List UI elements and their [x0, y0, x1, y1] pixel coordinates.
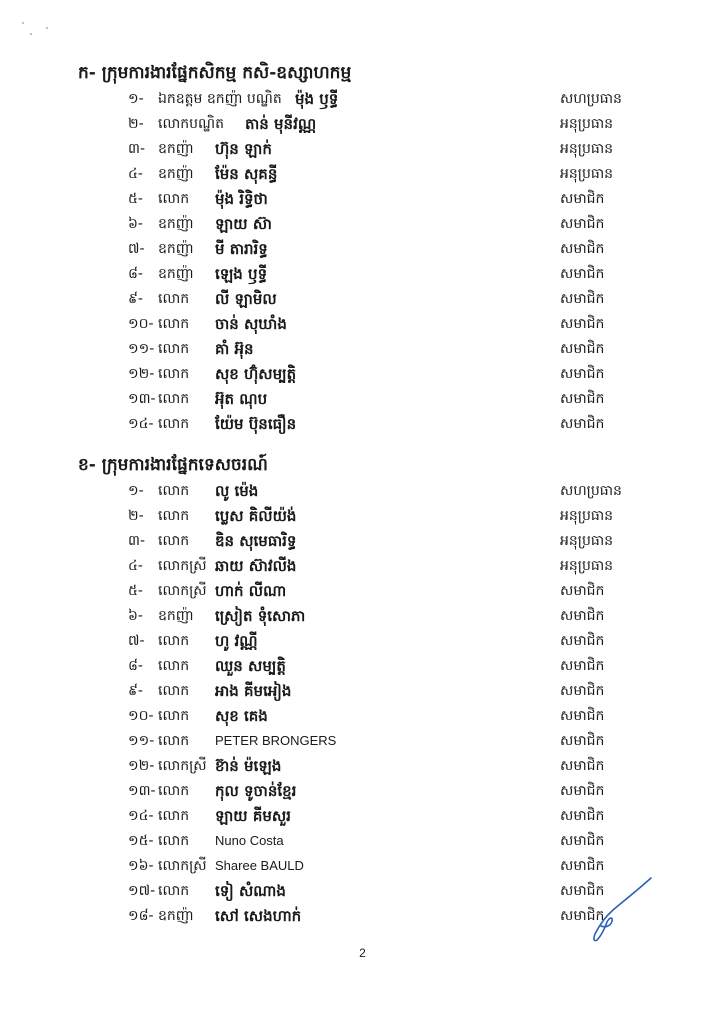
honorific: លោក — [158, 191, 190, 207]
honorific: លោក — [158, 416, 190, 432]
member-role: សមាជិក — [560, 808, 605, 824]
member-role: អនុប្រធាន — [560, 533, 614, 549]
row-number: ៣- — [128, 141, 146, 157]
scan-speck — [22, 22, 24, 24]
member-row — [0, 654, 725, 678]
member-name: តាន់ មុនីវណ្ណ — [245, 115, 317, 133]
honorific: ឧកញ៉ា — [158, 141, 194, 157]
member-role: សមាជិក — [560, 583, 605, 599]
honorific: លោក — [158, 391, 190, 407]
member-role: អនុប្រធាន — [560, 508, 614, 524]
member-row — [0, 779, 725, 803]
member-name: ទៀ សំណាង — [215, 882, 286, 900]
member-row — [0, 412, 725, 436]
honorific: លោក — [158, 658, 190, 674]
row-number: ៣- — [128, 533, 146, 549]
row-number: ១៦- — [128, 858, 154, 874]
member-role: សមាជិក — [560, 758, 605, 774]
member-row — [0, 829, 725, 853]
honorific: លោក — [158, 483, 190, 499]
honorific: ឧកញ៉ា — [158, 908, 194, 924]
member-row — [0, 287, 725, 311]
member-role: អនុប្រធាន — [560, 558, 614, 574]
honorific: លោក — [158, 733, 190, 749]
member-name: ឌិន សុមេធារិទ្ធ — [215, 532, 297, 550]
member-role: សមាជិក — [560, 191, 605, 207]
member-name: អ៊ុត ណុប — [215, 390, 268, 408]
honorific: លោក — [158, 883, 190, 899]
member-row — [0, 162, 725, 186]
member-name: លូ ម៉េង — [215, 482, 259, 500]
member-row — [0, 754, 725, 778]
member-row — [0, 804, 725, 828]
row-number: ១២- — [128, 366, 155, 382]
row-number: ១០- — [128, 316, 154, 332]
member-role: សមាជិក — [560, 241, 605, 257]
member-role: សមាជិក — [560, 658, 605, 674]
member-row — [0, 212, 725, 236]
row-number: ៥- — [128, 583, 143, 599]
member-role: សមាជិក — [560, 391, 605, 407]
row-number: ៨- — [128, 266, 143, 282]
row-number: ១១- — [128, 733, 155, 749]
member-role: សមាជិក — [560, 883, 605, 899]
member-row — [0, 262, 725, 286]
member-role: សមាជិក — [560, 733, 605, 749]
honorific: លោកស្រី — [158, 858, 207, 874]
honorific: លោក — [158, 833, 190, 849]
member-name: កុល ទូចាន់ខ្មែរ — [215, 782, 297, 800]
honorific: លោកស្រី — [158, 758, 207, 774]
row-number: ១២- — [128, 758, 155, 774]
member-row — [0, 729, 725, 753]
member-row — [0, 112, 725, 136]
row-number: ៨- — [128, 658, 143, 674]
member-name: ឈួន សម្បត្តិ — [215, 657, 286, 675]
member-row — [0, 629, 725, 653]
member-row — [0, 579, 725, 603]
row-number: ១- — [128, 91, 144, 107]
handwritten-signature — [585, 876, 665, 946]
member-role: សមាជិក — [560, 266, 605, 282]
member-row — [0, 87, 725, 111]
member-name: មី តារារិទ្ធ — [215, 240, 268, 258]
row-number: ៤- — [128, 558, 143, 574]
member-row — [0, 237, 725, 261]
section-heading-agriculture: ក- ក្រុមការងារផ្នែកសិកម្ម កសិ-ឧស្សាហកម្ម — [78, 63, 352, 83]
row-number: ៤- — [128, 166, 143, 182]
member-row — [0, 479, 725, 503]
row-number: ៦- — [128, 216, 143, 232]
member-name: លី ឡាមិល — [215, 290, 277, 308]
row-number: ៧- — [128, 241, 145, 257]
row-number: ១៧- — [128, 883, 156, 899]
member-role: សមាជិក — [560, 416, 605, 432]
row-number: ១០- — [128, 708, 154, 724]
member-name: សៅ សេងហាក់ — [215, 907, 302, 925]
row-number: ១៤- — [128, 808, 154, 824]
member-name: ស្រៀត ទុំសោភា — [215, 607, 306, 625]
member-name: ប្លេស គិលីយ៉ង់ — [215, 507, 297, 525]
member-role: អនុប្រធាន — [560, 166, 614, 182]
member-name: សុខ គេង — [215, 707, 268, 725]
member-row — [0, 704, 725, 728]
scan-speck — [30, 33, 32, 35]
member-name: សុខ ហ៊ុំសម្បត្តិ — [215, 365, 297, 383]
member-role: សហប្រធាន — [560, 91, 622, 107]
honorific: លោក — [158, 783, 190, 799]
row-number: ៥- — [128, 191, 143, 207]
row-number: ១៥- — [128, 833, 154, 849]
member-role: អនុប្រធាន — [560, 141, 614, 157]
member-role: សមាជិក — [560, 341, 605, 357]
row-number: ២- — [128, 508, 144, 524]
honorific: ឧកញ៉ា — [158, 266, 194, 282]
honorific: លោក — [158, 708, 190, 724]
honorific: លោក — [158, 291, 190, 307]
member-role: សមាជិក — [560, 833, 605, 849]
member-row — [0, 504, 725, 528]
member-name: ឡាយ ស៊ា — [215, 215, 272, 233]
honorific: លោកស្រី — [158, 583, 207, 599]
row-number: ១៤- — [128, 416, 154, 432]
honorific: ឧកញ៉ា — [158, 166, 194, 182]
row-number: ១៨- — [128, 908, 154, 924]
member-name: ម៉ុង ឫទ្ធី — [295, 90, 339, 108]
member-row — [0, 529, 725, 553]
member-name: Sharee BAULD — [215, 858, 304, 873]
honorific: លោក — [158, 683, 190, 699]
member-role: សមាជិក — [560, 216, 605, 232]
member-name: ឡេង ឫទ្ធី — [215, 265, 268, 283]
member-name: ឆាយ ស៊ាវលីង — [215, 557, 297, 575]
member-row — [0, 362, 725, 386]
member-role: សមាជិក — [560, 858, 605, 874]
member-name: ហ៊ុន ឡាក់ — [215, 140, 272, 158]
honorific: លោក — [158, 316, 190, 332]
honorific: ឧកញ៉ា — [158, 608, 194, 624]
member-role: អនុប្រធាន — [560, 116, 614, 132]
row-number: ២- — [128, 116, 144, 132]
member-name: ខ៊ាន់ ម៉ឡេង — [215, 757, 282, 775]
honorific: លោក — [158, 366, 190, 382]
member-role: សមាជិក — [560, 683, 605, 699]
member-role: សមាជិក — [560, 608, 605, 624]
member-name: ម៉ុង រិទ្ធិថា — [215, 190, 268, 208]
row-number: ៩- — [128, 683, 143, 699]
honorific: លោកបណ្ឌិត — [158, 116, 224, 132]
member-row — [0, 387, 725, 411]
member-row — [0, 854, 725, 878]
member-row — [0, 337, 725, 361]
member-row — [0, 679, 725, 703]
row-number: ១- — [128, 483, 144, 499]
member-role: សមាជិក — [560, 908, 605, 924]
member-role: សហប្រធាន — [560, 483, 622, 499]
member-name: យ៉ែម ប៊ុនធឿន — [215, 415, 297, 433]
honorific: លោកស្រី — [158, 558, 207, 574]
row-number: ១៣- — [128, 391, 156, 407]
section-heading-tourism: ខ- ក្រុមការងារផ្នែកទេសចរណ៍ — [78, 455, 268, 475]
member-role: សមាជិក — [560, 633, 605, 649]
member-role: សមាជិក — [560, 366, 605, 382]
member-row — [0, 554, 725, 578]
row-number: ៩- — [128, 291, 143, 307]
honorific: ឧកញ៉ា — [158, 216, 194, 232]
row-number: ៦- — [128, 608, 143, 624]
honorific: លោក — [158, 533, 190, 549]
honorific: លោក — [158, 508, 190, 524]
member-name: Nuno Costa — [215, 833, 284, 848]
member-name: ហូ វណ្ណី — [215, 632, 258, 650]
member-role: សមាជិក — [560, 291, 605, 307]
member-name: ឡាយ គីមសួរ — [215, 807, 291, 825]
member-name: ម៉ែន សុគន្ធី — [215, 165, 278, 183]
member-row — [0, 312, 725, 336]
honorific: ឧកញ៉ា — [158, 241, 194, 257]
member-name: ហាក់ លីណា — [215, 582, 287, 600]
honorific: លោក — [158, 808, 190, 824]
member-row — [0, 187, 725, 211]
member-role: សមាជិក — [560, 316, 605, 332]
member-name: អាង គីមអៀង — [215, 682, 292, 700]
honorific: លោក — [158, 633, 190, 649]
member-name: PETER BRONGERS — [215, 733, 337, 748]
honorific: លោក — [158, 341, 190, 357]
member-role: សមាជិក — [560, 783, 605, 799]
member-row — [0, 137, 725, 161]
member-role: សមាជិក — [560, 708, 605, 724]
member-row — [0, 604, 725, 628]
member-name: ចាន់ សុឃាំង — [215, 315, 287, 333]
honorific: ឯកឧត្តម ឧកញ៉ា បណ្ឌិត — [158, 91, 282, 107]
row-number: ៧- — [128, 633, 145, 649]
member-name: គាំ អ៊ុន — [215, 340, 254, 358]
scan-speck — [46, 27, 48, 29]
row-number: ១៣- — [128, 783, 156, 799]
page-number: 2 — [359, 946, 366, 960]
row-number: ១១- — [128, 341, 155, 357]
